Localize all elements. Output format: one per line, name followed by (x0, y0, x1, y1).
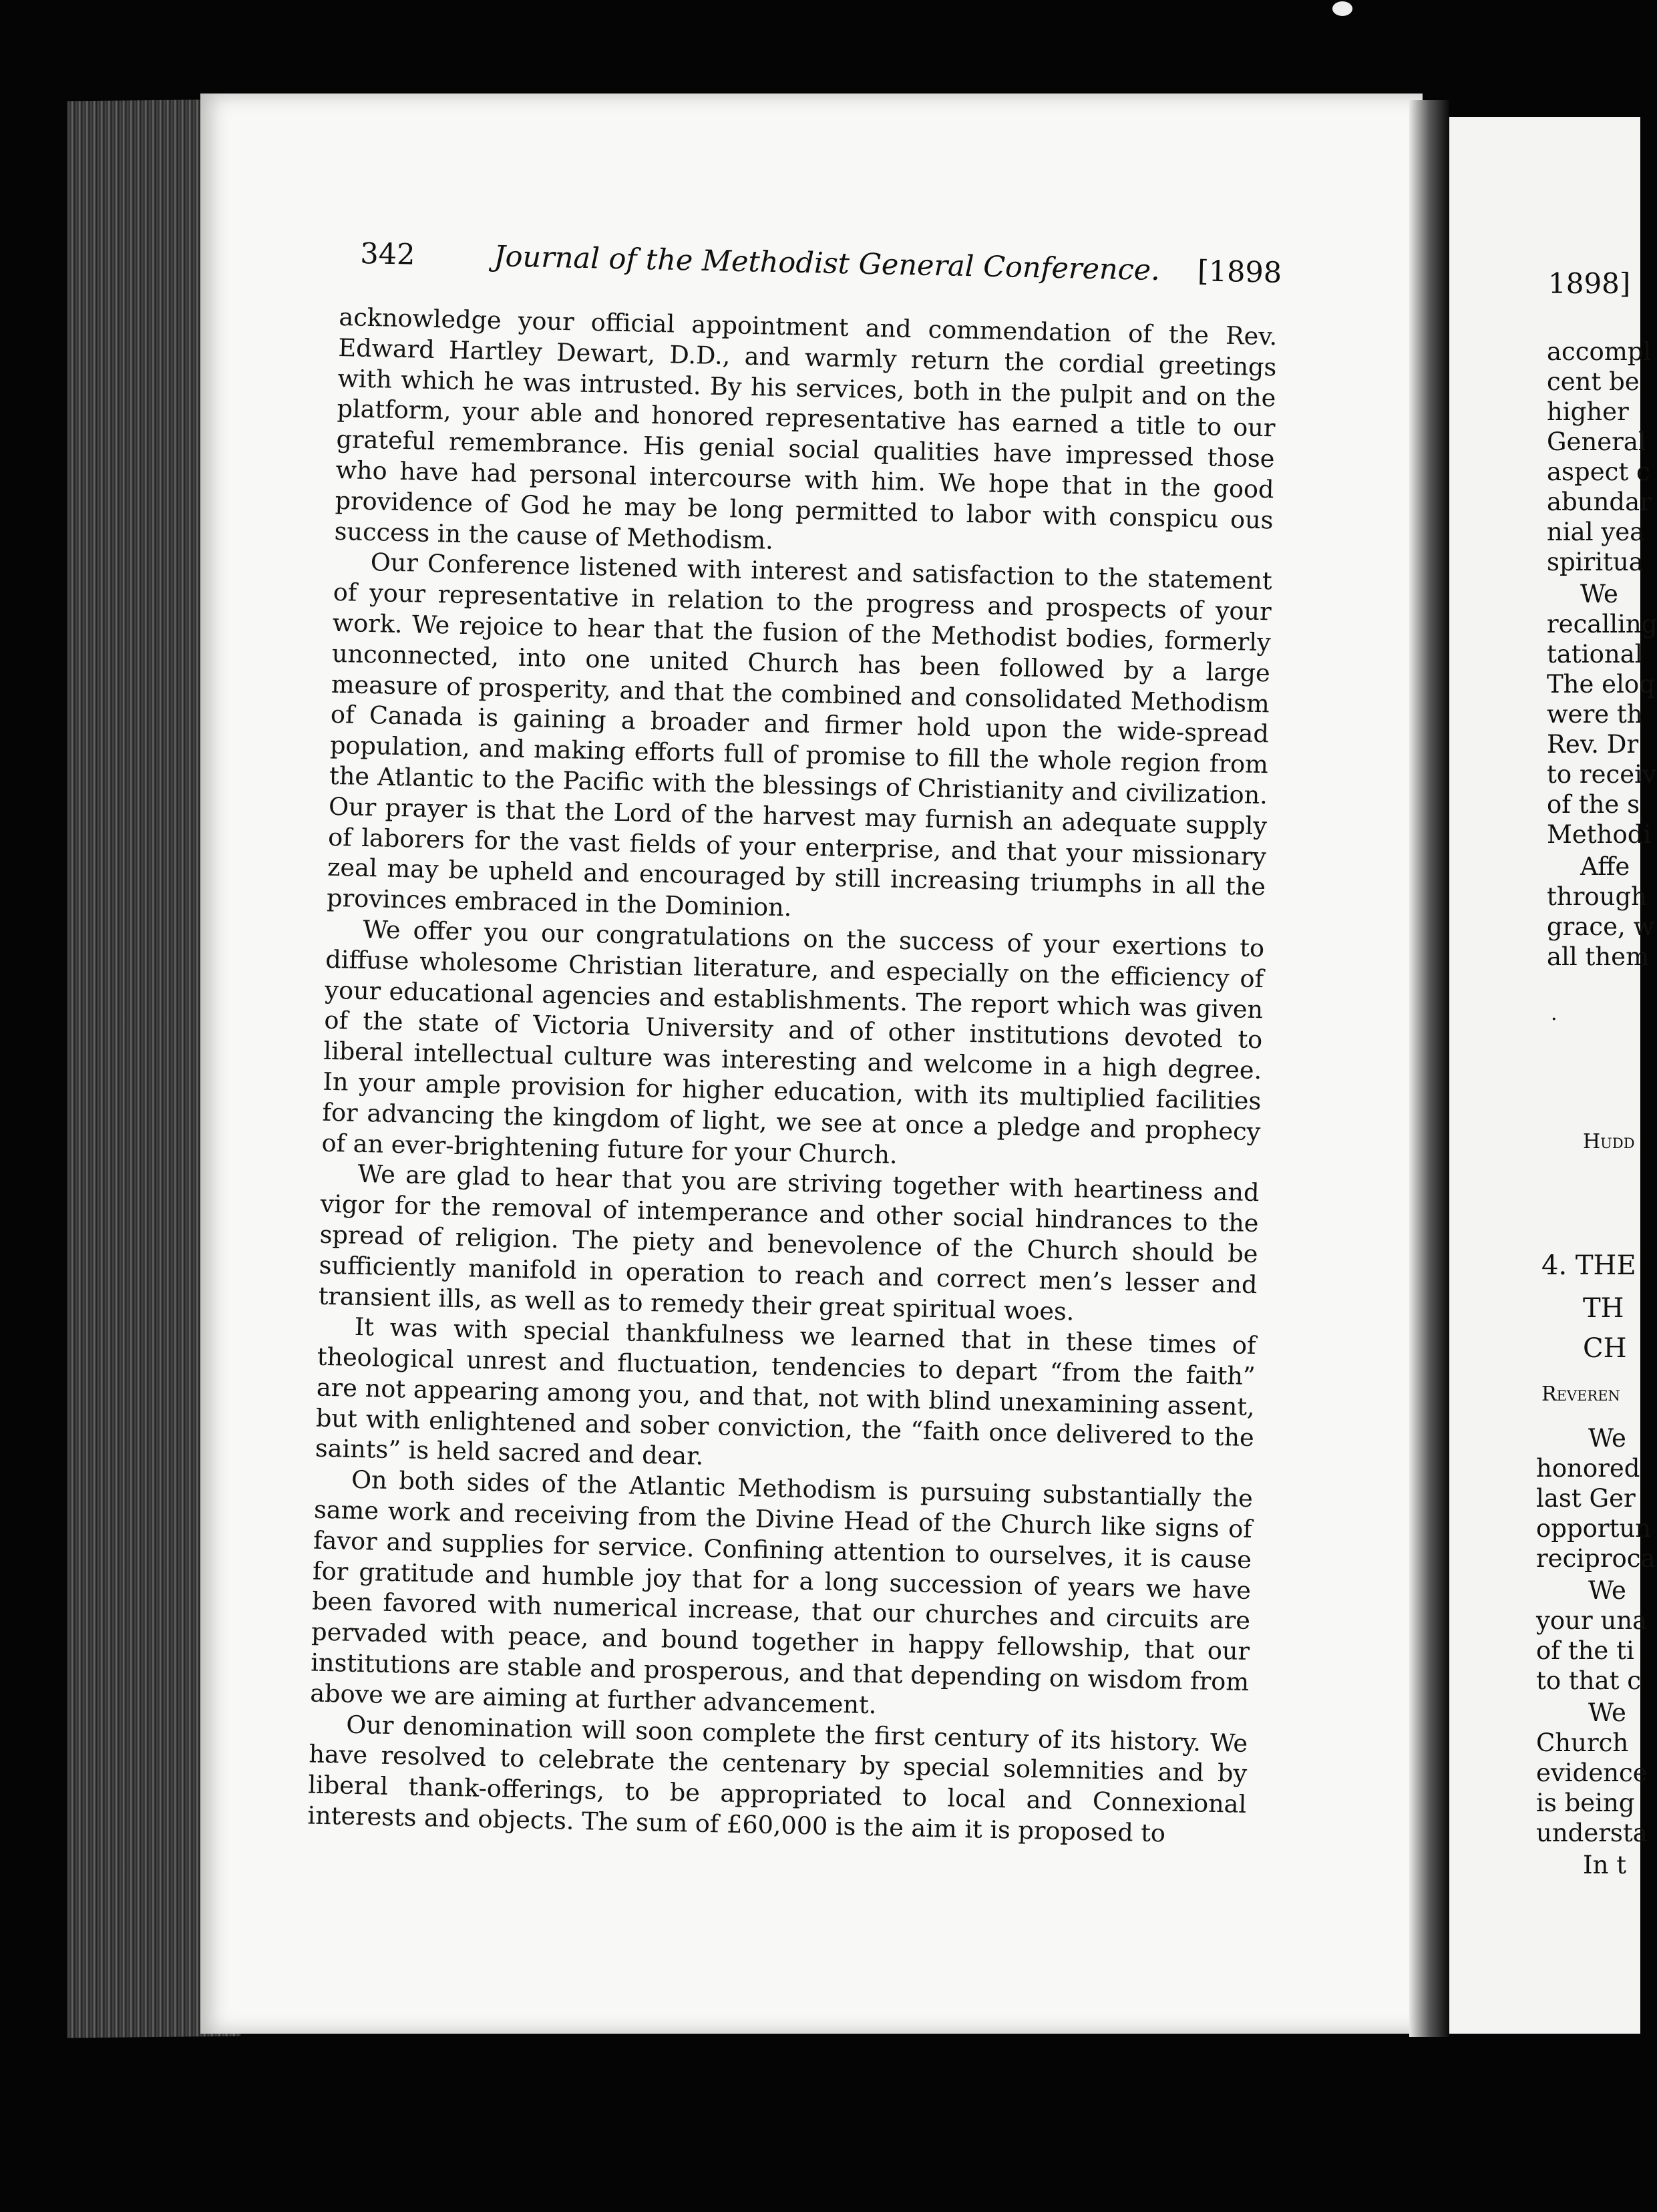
right-page-line: your una (1536, 1606, 1648, 1635)
right-page-line: We (1588, 1424, 1626, 1453)
right-page-line: Hudd (1583, 1130, 1635, 1153)
right-page-line: spiritua (1547, 548, 1644, 576)
paragraph: We offer you our congratulations on the success of your exertions to diffuse wholesome Christian literature, and especially on the efficiency of your educational agencies and establishments. The report which was given of the state of Victoria University and of other institutions devoted to liberal intellectual culture was interesting and welcome in a high degree. In your ample provision for higher education, with its multiplied facilities for advancing the kingdom of light, we see at once a pledge and prophecy of an ever-brightening future for your Church. (321, 914, 1265, 1169)
right-page-line: reciproca (1536, 1544, 1656, 1573)
right-page-line: grace, w (1547, 912, 1655, 941)
right-page-line: We (1588, 1698, 1626, 1727)
right-page-line: cent be (1547, 367, 1640, 396)
year-mark: [1898 (1197, 254, 1282, 290)
right-page-line: tational (1547, 640, 1643, 669)
right-page-line: General (1547, 427, 1646, 456)
right-page-line: TH (1583, 1293, 1624, 1324)
right-page-line: last Ger (1536, 1484, 1636, 1513)
right-page-line: CH (1583, 1333, 1627, 1364)
right-page-line: In t (1583, 1851, 1627, 1879)
right-page-line: were th (1547, 700, 1643, 729)
right-page-line: through (1547, 882, 1648, 911)
page-number: 342 (359, 237, 416, 272)
right-page-line: We (1588, 1576, 1626, 1605)
paragraph: Our denomination will soon complete the first century of its history. We have resolved to celebrate the centenary by special solemnities and by liberal thank-offerings, to be appropriated to local and Connexional interests and objects. The sum of £60,000 is the aim it is proposed to (307, 1710, 1248, 1848)
right-page-line: . (1551, 1002, 1557, 1025)
paragraph: It was with special thankfulness we learned that in these times of theological unrest and fluctuation, tendencies to depart “from the faith” are not appearing among you, and that, not with blind unexamining assent, but with enlightened and sober conviction, the “faith once delivered to the saints” is held sacred and dear. (315, 1312, 1257, 1471)
book-gutter (1409, 100, 1449, 2037)
right-page-line: higher (1547, 397, 1629, 426)
right-page-line: is being (1536, 1789, 1635, 1817)
right-page-line: The eloq (1547, 670, 1655, 699)
scan-speck (1332, 1, 1352, 16)
right-page-line: aspect c (1547, 457, 1650, 486)
paragraph: acknowledge your official appointment and commendation of the Rev. Edward Hartley Dewart, D.D., and warmly return the cordial greetings with which he was intrusted. By his services, both in the pulpit and on the platform, your able and honored representative has earned a title to our grateful remembrance. His genial social qualities have impressed those who have had personal intercourse with him. We hope that in the good providence of God he may be long permitted to labor with conspicu ous success in the cause of Methodism. (334, 302, 1278, 555)
right-page-line: Rev. Dr (1547, 730, 1639, 759)
right-page-line: Church (1536, 1728, 1629, 1757)
right-page-line: all them (1547, 942, 1650, 971)
right-page-line: Affe (1580, 852, 1630, 881)
right-page-line: Reveren (1541, 1382, 1620, 1406)
right-page-line: of the ti (1536, 1636, 1634, 1665)
right-page-line: of the s (1547, 790, 1640, 819)
right-page-line: honored (1536, 1454, 1640, 1483)
running-title: Journal of the Methodist General Conference. (493, 240, 1161, 288)
paragraph: We are glad to hear that you are striving together with heartiness and vigor for the removal of intemperance and other social hindrances to the spread of religion. The piety and benevolence of the Church should be sufficiently manifold in operation to reach and correct men’s lesser and transient ills, as well as to remedy their great spiritual woes. (318, 1159, 1260, 1326)
right-page-line: Methodi (1547, 820, 1652, 849)
paragraph: Our Conference listened with interest and satisfaction to the statement of your representative in relation to the progress and prospects of your work. We rejoice to hear that the fusion of the Methodist bodies, formerly unconnected, into one united Church has been followed by a large measure of prosperity, and that the combined and consolidated Methodism of Canada is gaining a broader and firmer hold upon the wide-spread population, and making efforts full of promise to fill the whole region from the Atlantic to the Pacific with the blessings of Christianity and civilization. Our prayer is that the Lord of the harvest may furnish an adequate supply of laborers for the vast fields of your enterprise, and that your missionary zeal may be upheld and encouraged by still increasing triumphs in all the provinces embraced in the Dominion. (326, 548, 1272, 922)
right-page-line: opportun (1536, 1514, 1652, 1543)
right-page-line: We (1580, 580, 1618, 608)
right-page-line: to that c (1536, 1666, 1642, 1695)
right-page-year: 1898] (1548, 267, 1631, 300)
right-page-line: recalling (1547, 610, 1657, 638)
left-page-body (307, 302, 1278, 1851)
right-page-line: understa (1536, 1819, 1648, 1847)
paragraph: On both sides of the Atlantic Methodism is pursuing substantially the same work and receiving from the Divine Head of the Church like signs of favor and supplies for service. Confining attention to ourselves, it is cause for gratitude and humble joy that for a long succession of years we have been favored with numerical increase, that our churches and circuits are pervaded with peace, and bound together in happy fellowship, that our institutions are stable and prosperous, and that depending on wisdom from above we are aiming at further advancement. (309, 1465, 1254, 1720)
right-page-line: evidence (1536, 1759, 1648, 1787)
right-page-line: 4. THE (1541, 1250, 1636, 1281)
right-page-line: abundar (1547, 488, 1652, 516)
right-page-line: accompl (1547, 337, 1652, 366)
right-page-line: nial yea (1547, 518, 1645, 546)
right-page-line: to receiv (1547, 760, 1656, 789)
